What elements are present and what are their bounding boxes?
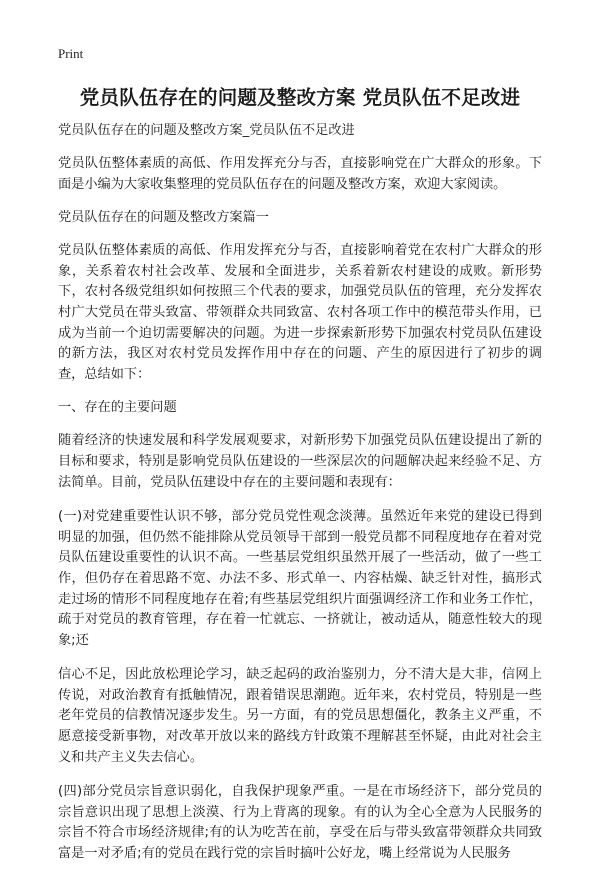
document-title: 党员队伍存在的问题及整改方案 党员队伍不足改进: [79, 86, 521, 109]
part-one-paragraph: 党员队伍整体素质的高低、作用发挥充分与否，直接影响着党在农村广大群众的形象，关系着农村社会改革、发展和全面进步，关系着新农村建设的成败。新形势下，农村各级党组织如何按照三个代表的要求，加强党员队伍的管理，充分发挥农村广大党员在带头致富、带领群众共同致富、农村各项工作中的模范带头作用，已成为当前一个迫切需要解决的问题。为进一步探索新形势下加强农村党员队伍建设的新方法，我区对农村党员发挥作用中存在的问题、产生的原因进行了初步的调查，总结如下：: [58, 243, 542, 382]
item-four-paragraph: (四)部分党员宗旨意识弱化，自我保护现象严重。一是在市场经济下，部分党员的宗旨意识出现了思想上淡漠、行为上背离的现象。有的认为全心全意为人民服务的宗旨不符合市场经济规律;有的认为吃苦在前，享受在后与带头致富带领群众共同致富是一对矛盾;有的党员在践行党的宗旨时搞叶公好龙，嘴上经常说为人民服务: [58, 784, 542, 862]
document-body: [58, 122, 542, 879]
item-two-paragraph: 信心不足，因此放松理论学习，缺乏起码的政治鉴别力，分不清大是大非，信网上传说，对政治教育有抵触情况，跟着错误思潮跑。近年来，农村党员，特别是一些老年党员的信教情况逐步发生。另一方面，有的党员思想僵化，教条主义严重，不愿意接受新事物，对改革开放以来的路线方针政策不理解甚至怀疑，由此对社会主义和共产主义失去信心。: [58, 667, 542, 765]
section-one-heading: 一、存在的主要问题: [58, 400, 177, 416]
part-one-heading: 党员队伍存在的问题及整改方案篇一: [58, 210, 269, 226]
section-one-paragraph: 随着经济的快速发展和科学发展观要求，对新形势下加强党员队伍建设提出了新的目标和要求，特别是影响党员队伍建设的一些深层次的问题解决起来经验不足、方法简单。目前，党员队伍建设中存在的主要问题和表现有：: [58, 433, 542, 490]
intro-paragraph: 党员队伍整体素质的高低、作用发挥充分与否，直接影响党在广大群众的形象。下面是小编为大家收集整理的党员队伍存在的问题及整改方案，欢迎大家阅读。: [58, 156, 542, 192]
subtitle: 党员队伍存在的问题及整改方案_党员队伍不足改进: [58, 123, 355, 138]
print-label: Print: [58, 46, 84, 61]
item-one-paragraph: (一)对党建重要性认识不够，部分党员党性观念淡薄。虽然近年来党的建设已得到明显的加强，但仍然不能排除从党员领导干部到一般党员都不同程度地存在着对党员队伍建设重要性的认识不高。一些基层党组织虽然开展了一些活动，做了一些工作，但仍存在着思路不宽、办法不多、形式单一、内容枯燥、缺乏针对性，搞形式走过场的情形不同程度地存在着;有些基层党组织片面强调经济工作和业务工作忙，疏于对党员的教育管理，存在着一忙就忘、一挤就让，被动适从，随意性较大的现象;还: [58, 509, 542, 648]
